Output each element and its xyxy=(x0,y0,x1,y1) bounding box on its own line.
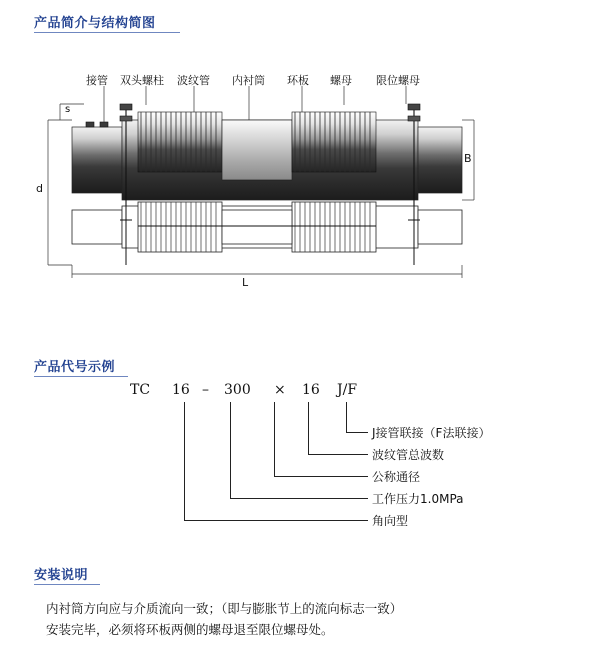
dimension-label-B: B xyxy=(464,152,472,165)
code-leader-diameter xyxy=(274,402,275,476)
callout-label-3: 内衬筒 xyxy=(232,74,265,87)
callout-label-1: 双头螺柱 xyxy=(120,74,164,87)
code-desc-type: 角向型 xyxy=(372,514,409,528)
code-token-pressure: 16 xyxy=(172,382,190,398)
code-leader-pressure xyxy=(230,402,231,498)
callout-label-2: 波纹管 xyxy=(177,74,210,87)
callout-label-6: 限位螺母 xyxy=(376,74,420,87)
section-title-code: 产品代号示例 xyxy=(34,360,116,375)
dimension-label-L: L xyxy=(242,276,249,289)
code-token-waves: 16 xyxy=(302,382,320,398)
code-token-connection: J/F xyxy=(337,382,358,398)
code-desc-diameter: 公称通径 xyxy=(372,470,421,484)
dimension-label-d: d xyxy=(36,182,43,195)
code-leader-waves xyxy=(308,402,309,454)
code-token-dash: – xyxy=(202,382,209,398)
bottom-view xyxy=(72,202,462,252)
installation-notes xyxy=(46,598,566,640)
top-view xyxy=(72,104,462,210)
note-line-2: 安装完毕，必须将环板两侧的螺母退至限位螺母处。 xyxy=(46,622,334,637)
callout-label-0: 接管 xyxy=(86,74,108,87)
section-divider-install xyxy=(34,584,100,585)
section-title-install: 安装说明 xyxy=(34,568,89,583)
code-leader-connection xyxy=(346,402,347,432)
callout-label-5: 螺母 xyxy=(330,74,352,87)
code-desc-pressure: 工作压力1.0MPa xyxy=(372,492,464,506)
code-rule-connection xyxy=(346,432,368,433)
code-token-diameter: 300 xyxy=(224,382,251,398)
diagram-svg xyxy=(34,60,568,290)
structure-diagram xyxy=(34,60,568,290)
code-rule-diameter xyxy=(274,476,368,477)
code-token-type: TC xyxy=(130,382,151,398)
section-divider-code xyxy=(34,376,128,377)
callout-label-4: 环板 xyxy=(287,74,309,87)
code-rule-pressure xyxy=(230,498,368,499)
code-rule-waves xyxy=(308,454,368,455)
code-desc-waves: 波纹管总波数 xyxy=(372,448,445,462)
code-rule-type xyxy=(184,520,368,521)
note-line-1: 内衬筒方向应与介质流向一致；（即与膨胀节上的流向标志一致） xyxy=(46,601,403,616)
code-leader-type xyxy=(184,402,185,520)
dimension-label-s: s xyxy=(65,104,71,115)
section-title-intro: 产品简介与结构简图 xyxy=(34,16,156,31)
section-divider-intro xyxy=(34,32,180,33)
product-code-example xyxy=(34,382,568,542)
code-desc-connection: J接管联接（F法联接） xyxy=(372,426,491,440)
code-token-times: × xyxy=(274,382,286,398)
